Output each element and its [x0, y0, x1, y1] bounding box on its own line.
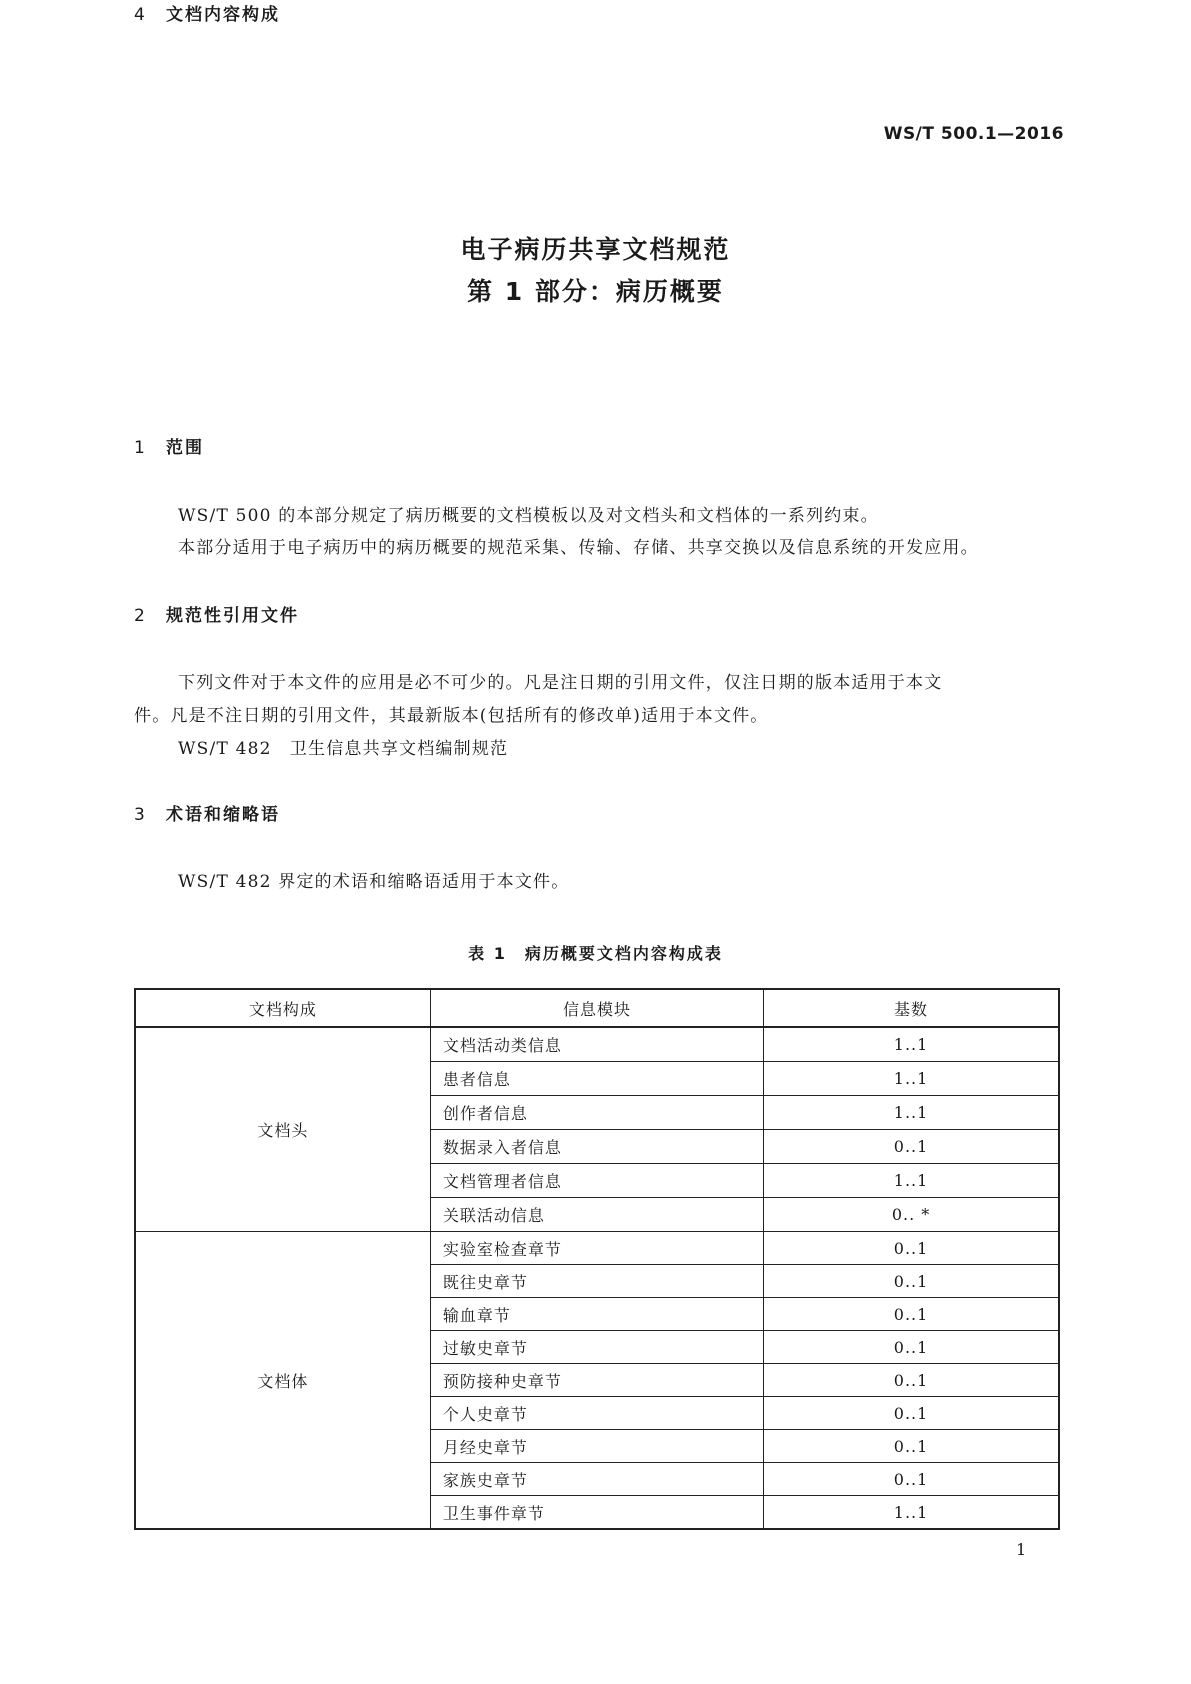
standard-code: WS/T 500.1—2016 — [883, 124, 1064, 144]
section-heading-4 — [134, 0, 280, 25]
module-cell: 过敏史章节 — [430, 1331, 763, 1364]
table-row — [135, 1232, 1059, 1265]
module-cell: 文档活动类信息 — [430, 1027, 763, 1062]
cardinality-cell: 0..1 — [764, 1463, 1059, 1496]
paragraph: WS/T 482 界定的术语和缩略语适用于本文件。 — [178, 872, 570, 892]
section-number: 3 — [134, 805, 147, 825]
module-cell: 预防接种史章节 — [430, 1364, 763, 1397]
document-title: 电子病历共享文档规范 — [460, 235, 731, 264]
section-heading-2 — [134, 601, 299, 626]
section-title: 术语和缩略语 — [166, 805, 280, 825]
module-cell: 家族史章节 — [430, 1463, 763, 1496]
section-number: 1 — [134, 438, 147, 458]
module-cell: 月经史章节 — [430, 1430, 763, 1463]
module-cell: 输血章节 — [430, 1298, 763, 1331]
module-cell: 个人史章节 — [430, 1397, 763, 1430]
section-heading-3 — [134, 800, 280, 825]
module-cell: 数据录入者信息 — [430, 1130, 763, 1164]
table-caption: 表 1 病历概要文档内容构成表 — [468, 944, 723, 963]
table-header-row — [135, 989, 1059, 1027]
column-header: 文档构成 — [135, 989, 430, 1027]
cardinality-cell: 0..1 — [764, 1364, 1059, 1397]
table-row — [135, 1027, 1059, 1062]
cardinality-cell: 1..1 — [764, 1164, 1059, 1198]
content-table — [134, 988, 1060, 1530]
cardinality-cell: 0..1 — [764, 1130, 1059, 1164]
section-title: 文档内容构成 — [166, 5, 280, 25]
group-cell: 文档头 — [135, 1027, 430, 1232]
module-cell: 创作者信息 — [430, 1096, 763, 1130]
column-header: 基数 — [764, 989, 1059, 1027]
section-number: 2 — [134, 606, 147, 626]
cardinality-cell: 0..1 — [764, 1298, 1059, 1331]
module-cell: 文档管理者信息 — [430, 1164, 763, 1198]
paragraph: WS/T 500 的本部分规定了病历概要的文档模板以及对文档头和文档体的一系列约束。 — [178, 506, 879, 526]
cardinality-cell: 1..1 — [764, 1027, 1059, 1062]
cardinality-cell: 1..1 — [764, 1062, 1059, 1096]
section-title: 范围 — [166, 438, 204, 458]
section-heading-1 — [134, 433, 204, 458]
module-cell: 既往史章节 — [430, 1265, 763, 1298]
section-title: 规范性引用文件 — [166, 606, 299, 626]
module-cell: 患者信息 — [430, 1062, 763, 1096]
paragraph: 本部分适用于电子病历中的病历概要的规范采集、传输、存储、共享交换以及信息系统的开发应用。 — [178, 538, 979, 558]
cardinality-cell: 0.. * — [764, 1198, 1059, 1232]
paragraph: 件。凡是不注日期的引用文件，其最新版本(包括所有的修改单)适用于本文件。 — [134, 706, 769, 726]
page-number: 1 — [1016, 1540, 1027, 1559]
section-number: 4 — [134, 5, 147, 25]
cardinality-cell: 1..1 — [764, 1496, 1059, 1530]
paragraph: 下列文件对于本文件的应用是必不可少的。凡是注日期的引用文件，仅注日期的版本适用于本文 — [178, 673, 943, 693]
cardinality-cell: 0..1 — [764, 1265, 1059, 1298]
module-cell: 关联活动信息 — [430, 1198, 763, 1232]
cardinality-cell: 1..1 — [764, 1096, 1059, 1130]
group-cell: 文档体 — [135, 1232, 430, 1530]
cardinality-cell: 0..1 — [764, 1331, 1059, 1364]
cardinality-cell: 0..1 — [764, 1430, 1059, 1463]
document-subtitle: 第 1 部分：病历概要 — [467, 277, 724, 306]
module-cell: 卫生事件章节 — [430, 1496, 763, 1530]
column-header: 信息模块 — [430, 989, 763, 1027]
cardinality-cell: 0..1 — [764, 1232, 1059, 1265]
reference-item: WS/T 482 卫生信息共享文档编制规范 — [178, 739, 509, 759]
cardinality-cell: 0..1 — [764, 1397, 1059, 1430]
module-cell: 实验室检查章节 — [430, 1232, 763, 1265]
